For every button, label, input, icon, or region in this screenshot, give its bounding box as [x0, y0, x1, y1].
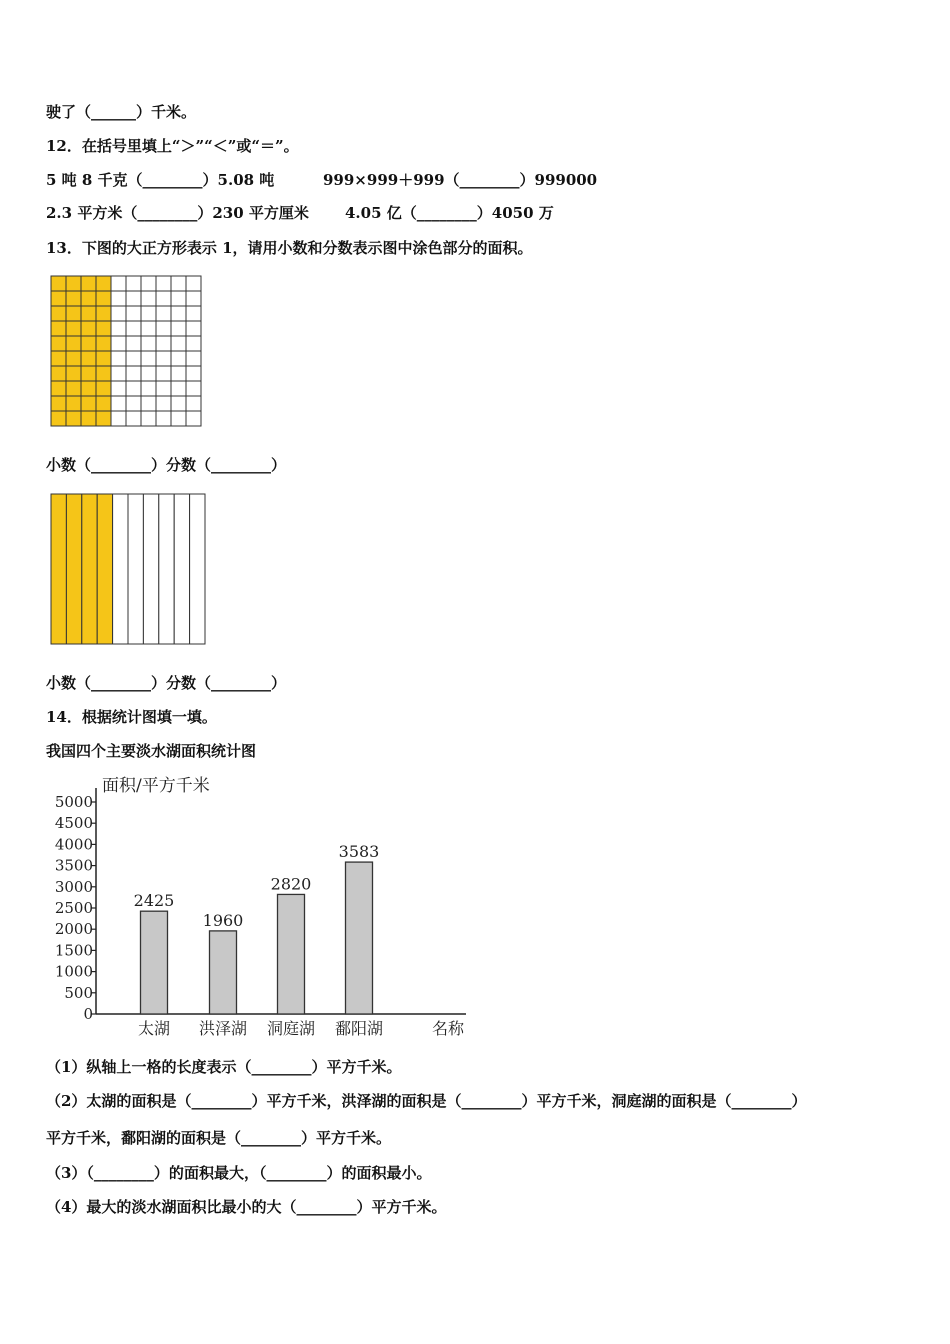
- bar-chart: [46, 770, 476, 1044]
- grid-cell: [171, 321, 186, 336]
- x-axis-label: 名称: [431, 1019, 465, 1038]
- question-14-part-2b: 平方千米，鄱阳湖的面积是（________）平方千米。: [46, 1129, 392, 1147]
- y-tick-label: 2500: [54, 899, 93, 917]
- grid-cell: [156, 336, 171, 351]
- strip-unshaded: [190, 494, 205, 644]
- bar-value-label: 2425: [133, 891, 175, 911]
- grid-cell-shaded: [51, 366, 66, 381]
- grid-cell-shaded: [66, 366, 81, 381]
- question-12-item-a: 5 吨 8 千克（________）5.08 吨: [46, 171, 275, 189]
- grid-cell: [171, 396, 186, 411]
- bar-chart-svg: [46, 770, 476, 1040]
- y-tick-label: 3500: [54, 856, 93, 875]
- x-category-label: 洞庭湖: [266, 1019, 316, 1038]
- strip-shaded: [51, 494, 66, 644]
- grid-cell-shaded: [96, 306, 111, 321]
- grid-cell-shaded: [66, 321, 81, 336]
- strip-shaded: [82, 494, 97, 644]
- grid-cell: [171, 381, 186, 396]
- grid-cell-shaded: [66, 336, 81, 351]
- grid-cell: [186, 381, 201, 396]
- grid-cell: [111, 336, 126, 351]
- grid-cell-shaded: [66, 276, 81, 291]
- grid-cell-shaded: [51, 351, 66, 366]
- grid-cell: [126, 336, 141, 351]
- y-tick-label: 4000: [54, 835, 93, 854]
- grid-cell-shaded: [96, 366, 111, 381]
- grid-cell-shaded: [66, 351, 81, 366]
- grid-cell: [186, 351, 201, 366]
- text-line-prev: 驶了（______）千米。: [46, 103, 197, 121]
- grid-cell: [111, 306, 126, 321]
- grid-cell-shaded: [66, 381, 81, 396]
- y-tick-label: 1500: [54, 941, 93, 960]
- grid-cell: [111, 381, 126, 396]
- grid-cell: [141, 336, 156, 351]
- grid-cell-shaded: [96, 336, 111, 351]
- grid-cell: [126, 396, 141, 411]
- grid-cell: [141, 411, 156, 426]
- grid-cell-shaded: [96, 351, 111, 366]
- grid-cell: [186, 321, 201, 336]
- grid-cell-shaded: [81, 336, 96, 351]
- question-13: 13．下图的大正方形表示 1，请用小数和分数表示图中涂色部分的面积。: [46, 239, 533, 257]
- bar-value-label: 3583: [338, 842, 380, 862]
- grid-cell: [171, 306, 186, 321]
- strip-unshaded: [128, 494, 143, 644]
- grid-cell-shaded: [81, 291, 96, 306]
- question-14: 14．根据统计图填一填。: [46, 708, 217, 726]
- grid-cell: [126, 411, 141, 426]
- grid-cell-shaded: [81, 411, 96, 426]
- grid-cell: [111, 291, 126, 306]
- y-tick-label: 0: [83, 1005, 93, 1023]
- grid-cell: [141, 396, 156, 411]
- strip-shaded: [97, 494, 112, 644]
- x-category-label: 太湖: [137, 1019, 171, 1038]
- grid-cell: [156, 321, 171, 336]
- grid-cell-shaded: [51, 321, 66, 336]
- y-tick-label: 500: [64, 983, 93, 1002]
- grid-cell-shaded: [51, 336, 66, 351]
- grid-cell: [126, 291, 141, 306]
- grid-cell: [156, 411, 171, 426]
- grid-cell-shaded: [51, 276, 66, 291]
- grid-cell-shaded: [66, 306, 81, 321]
- grid-cell: [186, 366, 201, 381]
- hundred-grid-figure: [50, 275, 202, 431]
- grid-cell: [171, 366, 186, 381]
- grid-cell-shaded: [81, 321, 96, 336]
- grid-cell: [141, 321, 156, 336]
- grid-cell: [141, 291, 156, 306]
- grid-cell-shaded: [96, 396, 111, 411]
- question-14-part-2a: （2）太湖的面积是（________）平方千米，洪泽湖的面积是（________）平方千米，洞庭湖的面积是（________）: [46, 1092, 807, 1110]
- grid-cell: [126, 381, 141, 396]
- grid-cell: [186, 276, 201, 291]
- y-axis-label: 面积/平方千米: [102, 776, 210, 796]
- grid-cell-shaded: [81, 306, 96, 321]
- strip-unshaded: [174, 494, 189, 644]
- grid-cell: [111, 276, 126, 291]
- grid-cell: [111, 351, 126, 366]
- x-category-label: 鄱阳湖: [334, 1019, 384, 1038]
- question-12: 12．在括号里填上“＞”“＜”或“＝”。: [46, 137, 299, 155]
- grid-cell-shaded: [81, 381, 96, 396]
- grid-cell: [186, 396, 201, 411]
- question-14-part-1: （1）纵轴上一格的长度表示（________）平方千米。: [46, 1058, 402, 1076]
- grid-cell-shaded: [96, 381, 111, 396]
- bar: [141, 911, 168, 1014]
- grid-cell-shaded: [96, 276, 111, 291]
- tenths-strip-figure: [50, 493, 207, 650]
- grid-cell-shaded: [51, 396, 66, 411]
- y-tick-label: 1000: [54, 962, 93, 981]
- grid-cell: [186, 291, 201, 306]
- question-13-answer-1: 小数（________）分数（________）: [46, 456, 287, 474]
- y-tick-label: 4500: [54, 814, 93, 833]
- bar: [346, 862, 373, 1014]
- bar: [278, 894, 305, 1014]
- grid-cell-shaded: [51, 291, 66, 306]
- grid-cell-shaded: [96, 291, 111, 306]
- strip-unshaded: [159, 494, 174, 644]
- hundred-grid-svg: [50, 275, 202, 427]
- question-12-item-d: 4.05 亿（________）4050 万: [345, 204, 554, 222]
- grid-cell: [111, 396, 126, 411]
- grid-cell: [156, 306, 171, 321]
- question-13-answer-2: 小数（________）分数（________）: [46, 674, 287, 692]
- grid-cell-shaded: [81, 276, 96, 291]
- grid-cell-shaded: [66, 411, 81, 426]
- question-14-part-3: （3）（________）的面积最大，（________）的面积最小。: [46, 1164, 432, 1182]
- question-12-item-c: 2.3 平方米（________）230 平方厘米: [46, 204, 309, 222]
- grid-cell-shaded: [81, 366, 96, 381]
- bar-value-label: 2820: [270, 874, 312, 894]
- grid-cell: [126, 351, 141, 366]
- tenths-strip-svg: [50, 493, 207, 646]
- strip-unshaded: [113, 494, 128, 644]
- grid-cell: [156, 351, 171, 366]
- grid-cell-shaded: [51, 306, 66, 321]
- grid-cell: [141, 276, 156, 291]
- grid-cell: [156, 276, 171, 291]
- grid-cell: [186, 411, 201, 426]
- grid-cell: [126, 321, 141, 336]
- grid-cell-shaded: [51, 381, 66, 396]
- grid-cell: [171, 336, 186, 351]
- grid-cell: [141, 381, 156, 396]
- y-tick-label: 5000: [54, 793, 93, 811]
- grid-cell-shaded: [66, 396, 81, 411]
- grid-cell: [111, 366, 126, 381]
- grid-cell-shaded: [51, 411, 66, 426]
- grid-cell: [171, 291, 186, 306]
- grid-cell-shaded: [96, 321, 111, 336]
- grid-cell: [126, 306, 141, 321]
- grid-cell: [141, 306, 156, 321]
- strip-shaded: [66, 494, 81, 644]
- strip-unshaded: [143, 494, 158, 644]
- bar: [210, 931, 237, 1014]
- grid-cell: [141, 366, 156, 381]
- grid-cell: [186, 336, 201, 351]
- grid-cell: [156, 291, 171, 306]
- grid-cell: [141, 351, 156, 366]
- grid-cell: [171, 351, 186, 366]
- grid-cell: [186, 306, 201, 321]
- grid-cell: [156, 366, 171, 381]
- grid-cell: [111, 321, 126, 336]
- chart-caption: 我国四个主要淡水湖面积统计图: [46, 742, 257, 760]
- y-tick-label: 2000: [54, 920, 93, 939]
- bar-value-label: 1960: [202, 910, 244, 930]
- grid-cell: [126, 366, 141, 381]
- grid-cell-shaded: [81, 396, 96, 411]
- grid-cell: [156, 396, 171, 411]
- grid-cell: [156, 381, 171, 396]
- y-tick-label: 3000: [54, 877, 93, 896]
- grid-cell-shaded: [66, 291, 81, 306]
- question-12-item-b: 999×999＋999（________）999000: [323, 171, 598, 189]
- x-category-label: 洪泽湖: [198, 1019, 248, 1038]
- grid-cell: [171, 411, 186, 426]
- grid-cell-shaded: [81, 351, 96, 366]
- grid-cell: [126, 276, 141, 291]
- grid-cell: [111, 411, 126, 426]
- grid-cell: [171, 276, 186, 291]
- question-14-part-4: （4）最大的淡水湖面积比最小的大（________）平方千米。: [46, 1198, 447, 1216]
- grid-cell-shaded: [96, 411, 111, 426]
